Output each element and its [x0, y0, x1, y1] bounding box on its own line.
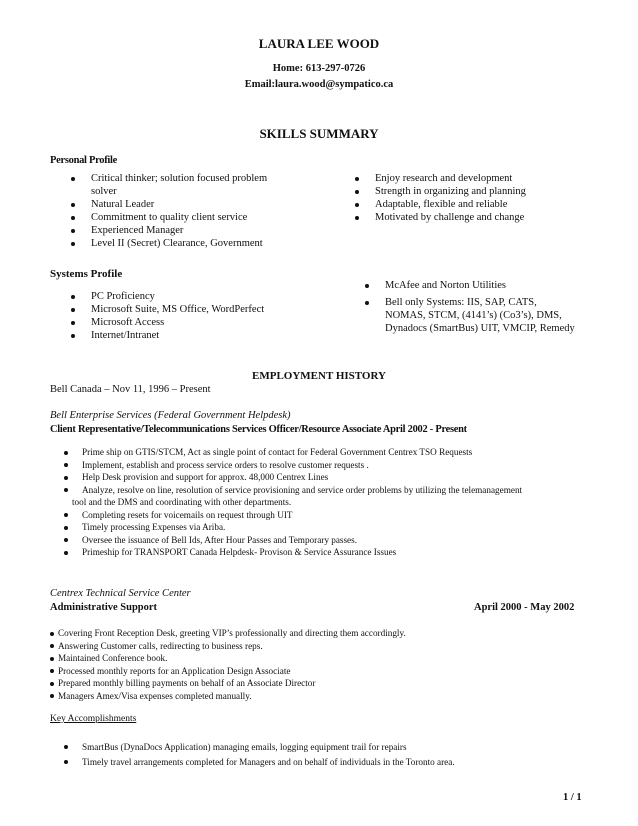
list-item: SmartBus (DynaDocs Application) managing emails, logging equipment trail for repairs — [50, 740, 610, 755]
list-item: McAfee and Norton Utilities — [355, 279, 615, 292]
list-item: Prepared monthly billing payments on behalf of an Associate Director — [36, 677, 596, 690]
job1-title: Client Representative/Telecommunications Services Officer/Resource Associate April 2002 - Present — [50, 424, 467, 435]
key-accomplishments-list — [50, 740, 610, 770]
personal-profile-left-list — [61, 172, 301, 250]
list-item: Completing resets for voicemails on request through UIT — [50, 509, 610, 522]
systems-profile-heading: Systems Profile — [50, 268, 123, 280]
candidate-name: LAURA LEE WOOD — [258, 36, 380, 51]
list-item: Covering Front Reception Desk, greeting VIP’s professionally and directing them accordingly. — [36, 627, 596, 640]
list-item: Microsoft Access — [61, 316, 321, 329]
list-item: Internet/Intranet — [61, 329, 321, 342]
home-phone: Home: 613-297-0726 — [272, 63, 366, 74]
list-item: Bell only Systems: IIS, SAP, CATS, NOMAS, STCM, (4141’s) (Co3’s), DMS, Dynadocs (SmartBus) UIT, VMCIP, Remedy — [355, 296, 615, 335]
skills-summary-title: SKILLS SUMMARY — [259, 126, 379, 141]
list-item: Answering Customer calls, redirecting to business reps. — [36, 640, 596, 653]
list-item: Enjoy research and development — [345, 172, 595, 185]
list-item: Strength in organizing and planning — [345, 185, 595, 198]
job2-division: Centrex Technical Service Center — [50, 588, 191, 599]
job2-duties-list — [36, 627, 596, 702]
list-item: Processed monthly reports for an Application Design Associate — [36, 665, 596, 678]
job2-dates: April 2000 - May 2002 — [474, 602, 575, 613]
list-item: Help Desk provision and support for approx. 48,000 Centrex Lines — [50, 471, 610, 484]
list-item: Motivated by challenge and change — [345, 211, 595, 224]
personal-profile-right-list — [345, 172, 595, 224]
list-item: Natural Leader — [61, 198, 301, 211]
list-item: Implement, establish and process service orders to resolve customer requests . — [50, 459, 610, 472]
list-item: Oversee the issuance of Bell Ids, After Hour Passes and Temporary passes. — [50, 534, 610, 547]
list-item: Maintained Conference book. — [36, 652, 596, 665]
list-item: Prime ship on GTIS/STCM, Act as single point of contact for Federal Government Centrex TSO Requests — [50, 446, 610, 459]
list-item: Timely processing Expenses via Ariba. — [50, 521, 610, 534]
list-item: Experienced Manager — [61, 224, 301, 237]
list-item-continuation: tool and the DMS and coordinating with other departments. — [72, 497, 292, 507]
email-address: Email:laura.wood@sympatico.ca — [244, 79, 394, 90]
list-item: Commitment to quality client service — [61, 211, 301, 224]
page-number: 1 / 1 — [563, 792, 582, 803]
list-item: Level II (Secret) Clearance, Government — [61, 237, 301, 250]
list-item: Primeship for TRANSPORT Canada Helpdesk- Provison & Service Assurance Issues — [50, 546, 610, 559]
list-item: Managers Amex/Visa expenses completed manually. — [36, 690, 596, 703]
list-item: Timely travel arrangements completed for Managers and on behalf of individuals in the Toronto area. — [50, 755, 610, 770]
employer-line: Bell Canada – Nov 11, 1996 – Present — [50, 384, 211, 395]
list-item: Microsoft Suite, MS Office, WordPerfect — [61, 303, 321, 316]
key-accomplishments-heading: Key Accomplishments — [50, 714, 137, 724]
list-item: Adaptable, flexible and reliable — [345, 198, 595, 211]
list-item: Analyze, resolve on line, resolution of service provisioning and service order problems by utilizing the telemanagement — [50, 484, 610, 497]
personal-profile-heading: Personal Profile — [50, 155, 118, 166]
systems-profile-right-list — [355, 279, 615, 335]
list-item: PC Proficiency — [61, 290, 321, 303]
systems-profile-left-list — [61, 290, 321, 342]
job2-title: Administrative Support — [50, 602, 158, 613]
job1-duties-list — [50, 446, 610, 559]
job1-division: Bell Enterprise Services (Federal Government Helpdesk) — [50, 410, 291, 421]
list-item: Critical thinker; solution focused problem solver — [61, 172, 301, 198]
employment-history-title: EMPLOYMENT HISTORY — [252, 370, 386, 382]
